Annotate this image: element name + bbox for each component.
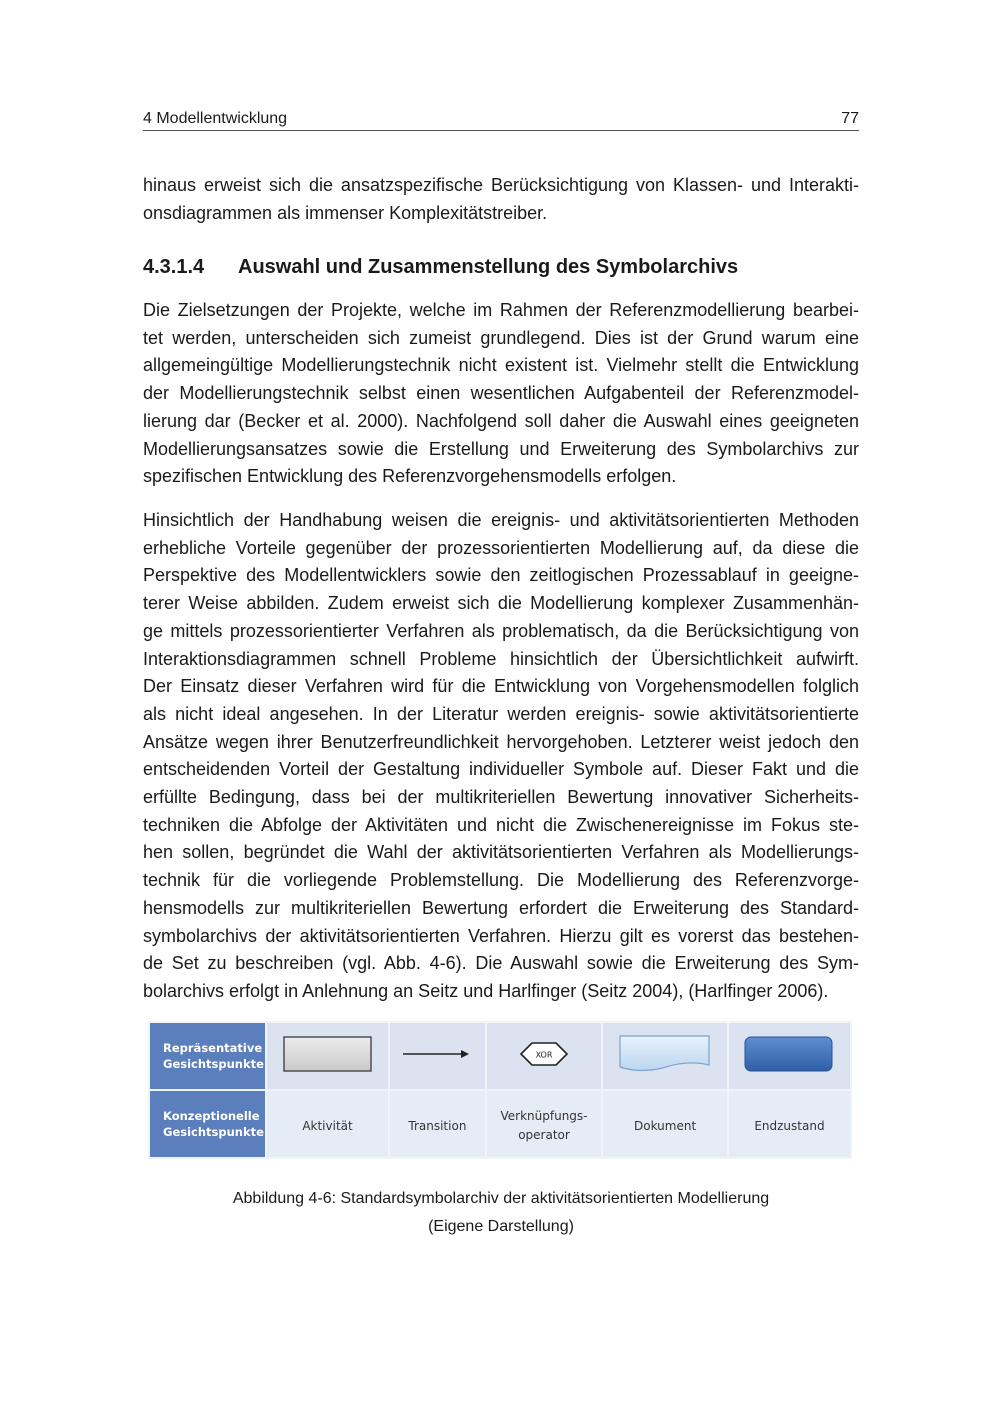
text-line: der Modellierungstechnik selbst einen wesentlichen Aufgabenteil der Referenzmodel- (143, 383, 859, 404)
concept-row (150, 1091, 850, 1157)
caption-line: Abbildung 4-6: Standardsymbolarchiv der aktivitätsorientierten Modellierung (232, 1190, 770, 1207)
section-title: Auswahl und Zusammenstellung des Symbolarchivs (238, 256, 739, 278)
text-line: Modellierungsansatzes sowie die Erstellung und Erweiterung des Symbolarchivs zur (143, 438, 859, 459)
symbol-label-connector-line2: operator (518, 1128, 570, 1142)
text-line: hen sollen, begründet die Wahl der aktivitätsorientierten Verfahren als Modellierungs- (143, 842, 859, 863)
symbol-cell-endstate (729, 1023, 850, 1089)
symbol-cell-transition (390, 1023, 485, 1089)
text-line: hensmodells zur multikriteriellen Bewertung erfordert die Erweiterung des Standard- (143, 897, 859, 918)
transition-arrow-icon (401, 1044, 473, 1064)
text-line: Interaktionsdiagrammen schnell Probleme hinsichtlich der Übersichtlichkeit aufwirft. (143, 648, 859, 669)
text-line: als nicht ideal angesehen. In der Literatur werden ereignis- sowie aktivitätsorientierte (143, 703, 859, 724)
text-line: bolarchivs erfolgt in Anlehnung an Seitz und Harlfinger (Seitz 2004), (Harlfinger 2006). (143, 980, 829, 1001)
row-header-conceptual (150, 1091, 265, 1157)
document-shape-icon (618, 1033, 712, 1075)
figure-caption (143, 1185, 859, 1241)
text-line: de Set zu beschreiben (vgl. Abb. 4-6). Die Auswahl sowie die Erweiterung des Sym- (143, 953, 859, 974)
text-line: spezifischen Entwicklung des Referenzvorgehensmodells erfolgen. (143, 466, 677, 487)
section-heading (143, 256, 859, 282)
text-line: techniken die Abfolge der Aktivitäten und nicht die Zwischenereignisse im Fokus ste- (143, 814, 859, 835)
text-line: lierung dar (Becker et al. 2000). Nachfolgend soll daher die Auswahl eines geeigneten (143, 410, 859, 431)
end-state-rounded-icon (743, 1034, 835, 1074)
row-header-line: Gesichtspunkte (163, 1057, 264, 1071)
text-line: allgemeingültige Modellierungstechnik nicht existent ist. Vielmehr stellt die Entwicklung (143, 355, 859, 376)
caption-source: (Eigene Darstellung) (428, 1218, 574, 1235)
text-line: Hinsichtlich der Handhabung weisen die ereignis- und aktivitätsorientierten Methoden (143, 510, 859, 530)
text-line: tet werden, unterscheiden sich zumeist grundlegend. Dies ist der Grund warum eine (143, 327, 859, 348)
symbol-cell-activity (267, 1023, 388, 1089)
text-line: erhebliche Vorteile gegenüber der prozessorientierten Modellierung auf, da diese die (143, 537, 859, 558)
text-line: erfüllte Bedingung, dass bei der multikriteriellen Bewertung innovativer Sicherheits- (143, 787, 859, 808)
symbol-label-document: Dokument (634, 1118, 697, 1133)
running-header (143, 108, 859, 131)
text-line: Der Einsatz dieser Verfahren wird für die Entwicklung von Vorgehensmodellen folglich (143, 676, 859, 697)
row-header-line: Konzeptionelle (163, 1109, 260, 1123)
symbol-label-activity: Aktivität (302, 1118, 353, 1133)
label-cell (487, 1091, 601, 1157)
label-cell (267, 1091, 388, 1157)
section-number: 4.3.1.4 (143, 256, 205, 278)
representation-row (150, 1023, 850, 1089)
chapter-title: 4 Modellentwicklung (143, 110, 288, 127)
symbol-label-transition: Transition (408, 1118, 467, 1133)
text-line: hinaus erweist sich die ansatzspezifische Berücksichtigung von Klassen- und Interakti- (143, 175, 859, 195)
paragraph-continuation (143, 172, 859, 227)
symbol-archive-figure (148, 1021, 852, 1159)
text-line: ge mittels prozessorientierter Verfahren als problematisch, da die Berücksichtigung von (143, 620, 859, 641)
symbol-label-endstate: Endzustand (754, 1118, 825, 1133)
activity-rectangle-icon (282, 1034, 374, 1074)
paragraph-methods (143, 507, 859, 1006)
symbol-label-connector-line1: Verknüpfungs- (500, 1109, 588, 1123)
xor-text: XOR (535, 1050, 553, 1060)
page-number: 77 (841, 110, 859, 127)
text-line: Die Zielsetzungen der Projekte, welche im Rahmen der Referenzmodellierung bearbei- (143, 300, 859, 320)
xor-diamond-icon (518, 1039, 570, 1069)
row-header-line: Gesichtspunkte (163, 1125, 264, 1139)
text-line: technik für die vorliegende Problemstellung. Die Modellierung des Referenzvorge- (143, 870, 859, 891)
label-cell (603, 1091, 727, 1157)
row-header-representative (150, 1023, 265, 1089)
symbol-cell-document (603, 1023, 727, 1089)
text-line: entscheidenden Vorteil der Gestaltung individueller Symbole auf. Dieser Fakt und die (143, 759, 859, 780)
text-line: Ansätze wegen ihrer Benutzerfreundlichkeit hervorgehoben. Letzterer weist jedoch den (143, 731, 859, 752)
row-header-line: Repräsentative (163, 1041, 263, 1055)
label-cell (729, 1091, 850, 1157)
text-line: symbolarchivs der aktivitätsorientierten Verfahren. Hierzu gilt es vorerst das bestehen- (143, 925, 859, 946)
text-line: Perspektive des Modellentwicklers sowie den zeitlogischen Prozessablauf in geeigne- (143, 565, 859, 586)
symbol-cell-connector (487, 1023, 601, 1089)
text-line: terer Weise abbilden. Zudem erweist sich die Modellierung komplexer Zusammenhän- (143, 593, 859, 614)
text-line: onsdiagrammen als immenser Komplexitätstreiber. (143, 202, 548, 223)
paragraph-intro (143, 297, 859, 491)
label-cell (390, 1091, 485, 1157)
